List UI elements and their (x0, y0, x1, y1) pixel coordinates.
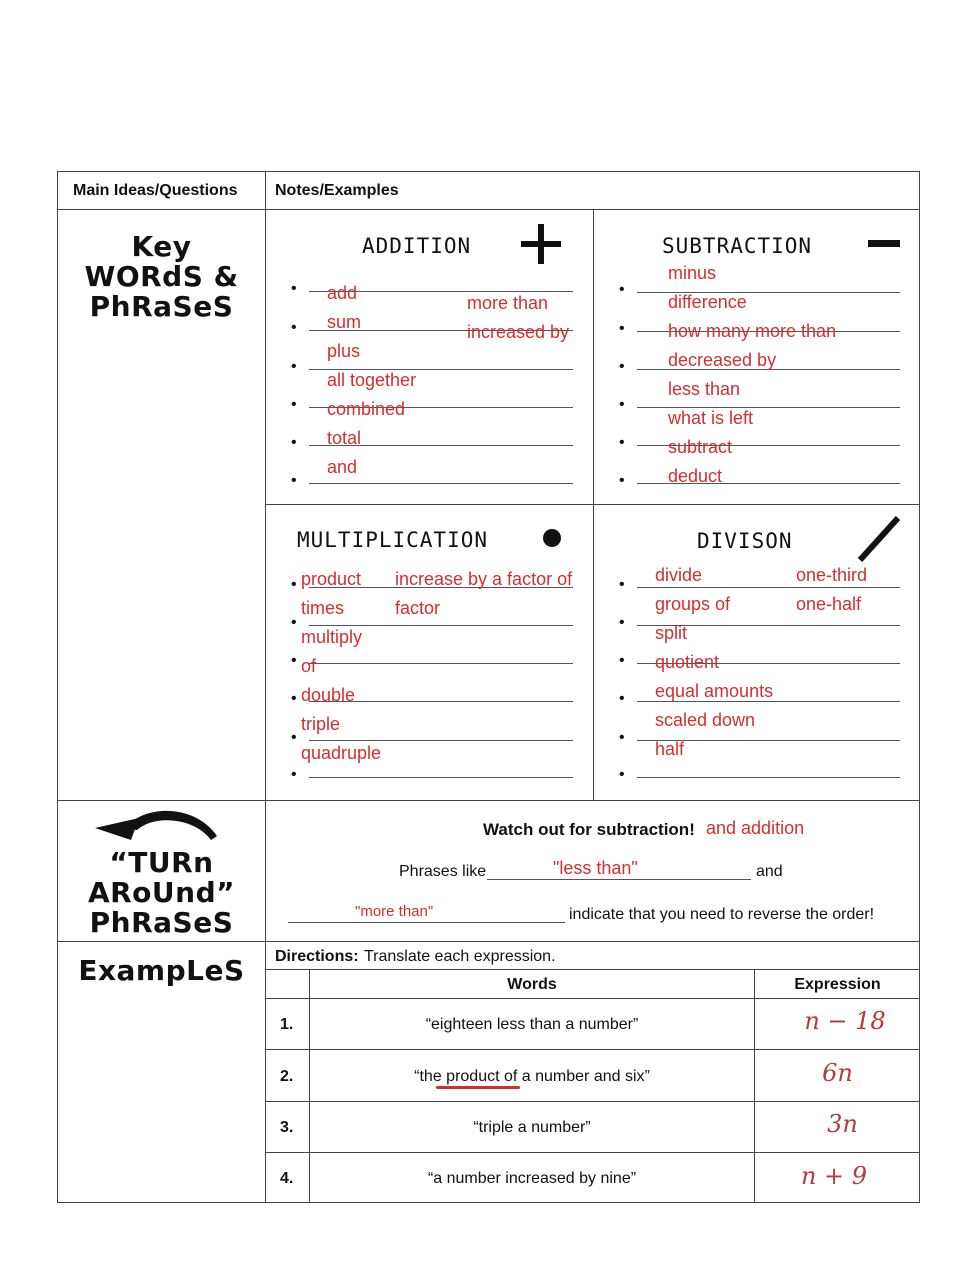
row-number: 1. (280, 1016, 294, 1033)
key-word: quotient (655, 652, 720, 672)
row-divider-3 (265, 1152, 920, 1153)
key-word: divide (655, 565, 703, 585)
watch-out-addition: and addition (706, 818, 805, 838)
key-word: minus (668, 263, 717, 283)
answer-more-than: "more than" (355, 903, 434, 920)
bullet-icon: • (619, 766, 625, 783)
slash-icon (854, 516, 902, 564)
key-word: how many more than (668, 321, 837, 341)
bullet-icon: • (291, 280, 297, 297)
bullet-icon: • (291, 358, 297, 375)
bullet-icon: • (619, 281, 625, 298)
section-divider-1 (57, 800, 920, 801)
bullet-icon: • (291, 690, 297, 707)
bullet-icon: • (619, 472, 625, 489)
key-word: add (327, 283, 358, 303)
main-ideas-header: Main Ideas/Questions (73, 182, 238, 199)
bullet-icon: • (291, 614, 297, 631)
blank-line (309, 740, 573, 741)
row-number: 2. (280, 1068, 294, 1085)
row-expression: 6n (822, 1059, 853, 1087)
row-divider-1 (265, 1049, 920, 1050)
key-word: equal amounts (655, 681, 774, 701)
row-words: “eighteen less than a number” (425, 1016, 639, 1033)
bullet-icon: • (619, 576, 625, 593)
section-divider-2 (57, 941, 920, 942)
key-word: split (655, 623, 688, 643)
blank-line (637, 587, 900, 588)
row-words: “the product of a number and six” (414, 1068, 650, 1085)
bullet-icon: • (619, 652, 625, 669)
bullet-icon: • (619, 614, 625, 631)
num-col-divider (309, 969, 310, 1203)
key-word: difference (668, 292, 747, 312)
key-word: half (655, 739, 685, 759)
bullet-icon: • (291, 729, 297, 746)
expression-column-header: Expression (794, 976, 881, 993)
answer-less-than: "less than" (553, 858, 638, 878)
blank-line (309, 483, 573, 484)
examples-header-top (265, 969, 920, 970)
key-word: decreased by (668, 350, 777, 370)
multiplication-title: MULTIPLICATION (297, 528, 489, 552)
dot-icon (543, 529, 561, 547)
key-word: product (301, 569, 362, 589)
key-word: increased by (467, 322, 570, 342)
key-word: times (301, 598, 345, 618)
bullet-icon: • (619, 320, 625, 337)
blank-line (637, 777, 900, 778)
row-number: 3. (280, 1119, 294, 1136)
key-word: combined (327, 399, 406, 419)
bullet-icon: • (619, 729, 625, 746)
row-expression: 3n (827, 1110, 858, 1138)
turn-around-arrow-icon (95, 806, 223, 844)
key-word: deduct (668, 466, 723, 486)
bullet-icon: • (291, 576, 297, 593)
key-word: subtract (668, 437, 733, 457)
key-word: of (301, 656, 317, 676)
key-word: groups of (655, 594, 731, 614)
directions-label: Directions: (275, 948, 359, 965)
header-divider (57, 209, 920, 210)
key-word: triple (301, 714, 341, 734)
row-divider-2 (265, 1101, 920, 1102)
key-word: sum (327, 312, 362, 332)
key-word: double (301, 685, 356, 705)
key-word: less than (668, 379, 741, 399)
addition-title: ADDITION (362, 234, 472, 258)
watch-out-text: Watch out for subtraction! (483, 820, 695, 839)
key-word: factor (395, 598, 441, 618)
bullet-icon: • (619, 358, 625, 375)
key-word: scaled down (655, 710, 756, 730)
key-word: total (327, 428, 362, 448)
division-title: DIVISON (697, 529, 793, 553)
key-word: multiply (301, 627, 363, 647)
key-word: plus (327, 341, 361, 361)
and-text: and (756, 863, 783, 880)
product-of-underline (436, 1086, 520, 1089)
notes-header: Notes/Examples (275, 182, 399, 199)
words-column-header: Words (507, 976, 557, 993)
row-words: “a number increased by nine” (427, 1170, 637, 1187)
blank-line (309, 777, 573, 778)
key-word: one-third (796, 565, 868, 585)
bullet-icon: • (291, 396, 297, 413)
blank-line (309, 625, 573, 626)
bullet-icon: • (291, 652, 297, 669)
key-word: increase by a factor of (395, 569, 573, 589)
bullet-icon: • (291, 472, 297, 489)
bullet-icon: • (291, 434, 297, 451)
examples-label: ExampLeS (78, 954, 245, 987)
turn-around-label: “TURn ARoUnd” PhRaSeS (87, 846, 236, 939)
bullet-icon: • (291, 766, 297, 783)
key-word: one-half (796, 594, 862, 614)
blank-line (309, 663, 573, 664)
row-expression: n − 18 (804, 1007, 886, 1035)
row-number: 4. (280, 1170, 294, 1187)
blank-line-1 (487, 879, 751, 880)
plus-icon (519, 222, 563, 266)
directions-text: Translate each expression. (364, 948, 556, 965)
key-word: all together (327, 370, 417, 390)
quadrant-hdivider (265, 504, 920, 505)
key-word: more than (467, 293, 549, 313)
key-word: and (327, 457, 358, 477)
row-expression: n + 9 (800, 1162, 868, 1190)
subtraction-title: SUBTRACTION (662, 234, 813, 258)
minus-icon (868, 240, 900, 247)
bullet-icon: • (291, 319, 297, 336)
examples-header-bottom (265, 998, 920, 999)
row-words: “triple a number” (473, 1119, 591, 1136)
blank-line-2 (288, 922, 565, 923)
bullet-icon: • (619, 434, 625, 451)
bullet-icon: • (619, 396, 625, 413)
key-words-label: Key WORdS & PhRaSeS (84, 230, 239, 323)
phrases-like-text: Phrases like (399, 863, 487, 880)
key-word: what is left (668, 408, 754, 428)
indicate-text: indicate that you need to reverse the order! (569, 906, 875, 923)
key-word: quadruple (301, 743, 382, 763)
bullet-icon: • (619, 690, 625, 707)
